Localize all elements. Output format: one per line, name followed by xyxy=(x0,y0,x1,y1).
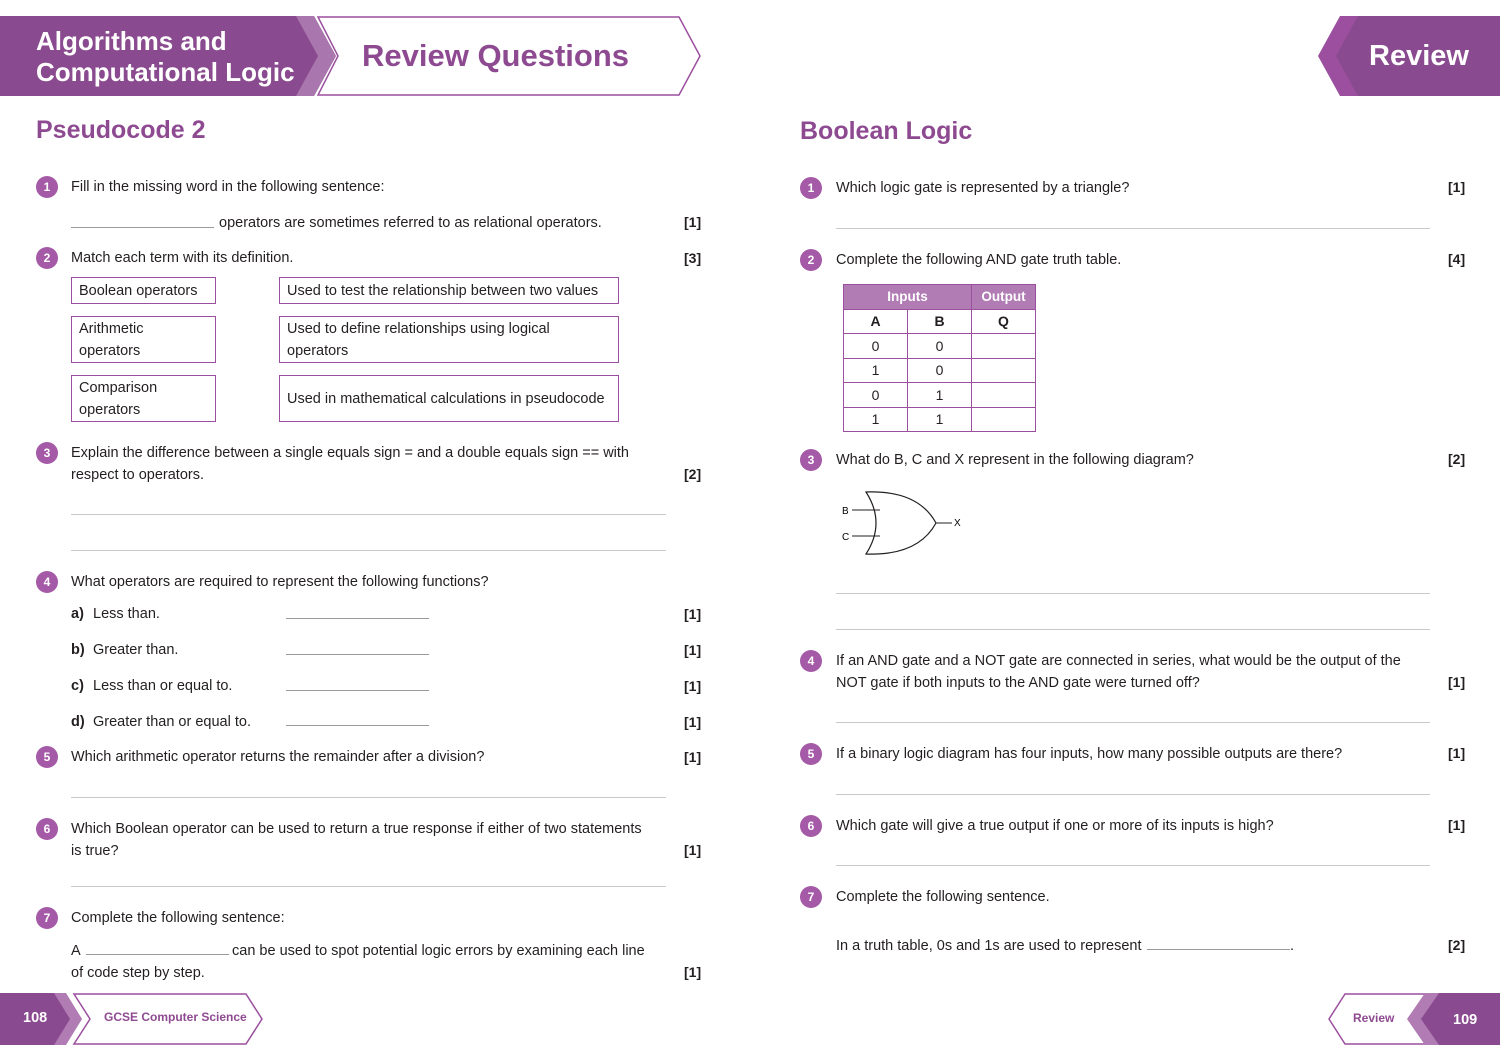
table-cell: 0 xyxy=(908,334,972,359)
question-text: is true? xyxy=(71,843,119,859)
or-gate-symbol xyxy=(866,492,936,554)
table-answer-cell[interactable] xyxy=(972,407,1036,432)
question-number: 7 xyxy=(800,886,822,908)
table-cell: 0 xyxy=(908,358,972,383)
table-cell: 1 xyxy=(908,383,972,408)
marks: [2] xyxy=(1448,451,1466,467)
match-term[interactable]: Arithmetic operators xyxy=(71,316,216,363)
question-text: What do B, C and X represent in the following diagram? xyxy=(836,452,1194,468)
marks: [1] xyxy=(684,749,702,765)
marks: [1] xyxy=(684,678,702,694)
question-text: NOT gate if both inputs to the AND gate were turned off? xyxy=(836,675,1200,691)
answer-line[interactable] xyxy=(836,228,1430,229)
section-title-pseudocode: Pseudocode 2 xyxy=(36,116,206,144)
question-text: Complete the following sentence: xyxy=(71,910,285,926)
table-row xyxy=(844,407,1036,432)
marks: [3] xyxy=(684,250,702,266)
table-cell: 0 xyxy=(844,383,908,408)
review-badge: Review xyxy=(1369,40,1469,72)
sub-question: a) Less than. xyxy=(71,606,160,622)
answer-line[interactable] xyxy=(71,797,666,798)
match-definition[interactable]: Used to define relationships using logical operators xyxy=(279,316,619,363)
sentence-end: . xyxy=(1290,938,1295,954)
answer-line[interactable] xyxy=(71,550,666,551)
label-c: C xyxy=(842,532,850,543)
page-header-title: Review Questions xyxy=(362,38,630,73)
question-number: 3 xyxy=(36,442,58,464)
question-number: 2 xyxy=(36,247,58,269)
table-cell: 0 xyxy=(844,334,908,359)
marks: [1] xyxy=(1448,745,1466,761)
table-cell: 1 xyxy=(908,407,972,432)
question-text: can be used to spot potential logic errors by examining each line xyxy=(232,943,645,959)
answer-blank[interactable] xyxy=(286,618,429,619)
answer-line[interactable] xyxy=(836,593,1430,594)
question-text: Which logic gate is represented by a triangle? xyxy=(836,180,1130,196)
marks: [1] xyxy=(684,214,702,230)
sub-question: d) Greater than or equal to. xyxy=(71,714,251,730)
page-number-right: 109 xyxy=(1453,1012,1478,1028)
answer-blank[interactable] xyxy=(71,227,214,228)
question-text: Explain the difference between a single equals sign = and a double equals sign == with xyxy=(71,445,629,461)
question-number: 5 xyxy=(36,746,58,768)
section-title-boolean: Boolean Logic xyxy=(800,117,973,145)
question-text: A xyxy=(71,943,81,959)
marks: [1] xyxy=(684,714,702,730)
question-text: Fill in the missing word in the following sentence: xyxy=(71,179,385,195)
match-term[interactable]: Comparison operators xyxy=(71,375,216,422)
table-cell: 1 xyxy=(844,407,908,432)
question-text: of code step by step. xyxy=(71,965,205,981)
question-number: 6 xyxy=(800,815,822,837)
marks: [2] xyxy=(1448,937,1466,953)
marks: [1] xyxy=(684,606,702,622)
question-text: respect to operators. xyxy=(71,467,204,483)
table-header-output: Output xyxy=(972,285,1036,310)
label-b: B xyxy=(842,506,849,517)
match-definition[interactable]: Used in mathematical calculations in pseudocode xyxy=(279,375,619,422)
marks: [1] xyxy=(1448,179,1466,195)
marks: [1] xyxy=(684,842,702,858)
table-answer-cell[interactable] xyxy=(972,358,1036,383)
table-col-b: B xyxy=(908,309,972,334)
question-text: Match each term with its definition. xyxy=(71,250,294,266)
marks: [2] xyxy=(684,466,702,482)
question-number: 3 xyxy=(800,449,822,471)
or-gate-diagram xyxy=(836,486,976,562)
question-number: 1 xyxy=(36,176,58,198)
question-number: 7 xyxy=(36,907,58,929)
sub-question: b) Greater than. xyxy=(71,642,179,658)
question-number: 4 xyxy=(36,571,58,593)
table-header-inputs: Inputs xyxy=(844,285,972,310)
answer-line[interactable] xyxy=(836,629,1430,630)
truth-table xyxy=(843,284,1036,432)
page-number-left: 108 xyxy=(23,1010,48,1026)
question-number: 2 xyxy=(800,249,822,271)
table-row xyxy=(844,334,1036,359)
answer-blank[interactable] xyxy=(86,954,229,955)
marks: [1] xyxy=(684,642,702,658)
match-term[interactable]: Boolean operators xyxy=(71,277,216,304)
marks: [4] xyxy=(1448,251,1466,267)
answer-blank[interactable] xyxy=(1147,949,1290,950)
table-row xyxy=(844,358,1036,383)
answer-line[interactable] xyxy=(836,794,1430,795)
question-text: Which arithmetic operator returns the remainder after a division? xyxy=(71,749,485,765)
question-number: 6 xyxy=(36,818,58,840)
book-title: GCSE Computer Science xyxy=(104,1010,247,1024)
table-col-q: Q xyxy=(972,309,1036,334)
match-definition[interactable]: Used to test the relationship between two values xyxy=(279,277,619,304)
marks: [1] xyxy=(1448,674,1466,690)
answer-line[interactable] xyxy=(836,722,1430,723)
question-number: 4 xyxy=(800,650,822,672)
table-answer-cell[interactable] xyxy=(972,383,1036,408)
question-number: 5 xyxy=(800,743,822,765)
question-text: Complete the following AND gate truth table. xyxy=(836,252,1122,268)
table-row xyxy=(844,383,1036,408)
question-text: Which Boolean operator can be used to return a true response if either of two statements xyxy=(71,821,642,837)
table-cell: 1 xyxy=(844,358,908,383)
question-text: Which gate will give a true output if one or more of its inputs is high? xyxy=(836,818,1274,834)
question-text: If an AND gate and a NOT gate are connected in series, what would be the output of the xyxy=(836,653,1401,669)
chapter-title: Algorithms and Computational Logic xyxy=(36,26,295,87)
answer-line[interactable] xyxy=(836,865,1430,866)
answer-blank[interactable] xyxy=(286,725,429,726)
table-col-a: A xyxy=(844,309,908,334)
marks: [1] xyxy=(684,964,702,980)
answer-blank[interactable] xyxy=(286,690,429,691)
answer-line[interactable] xyxy=(71,514,666,515)
question-text: If a binary logic diagram has four inputs, how many possible outputs are there? xyxy=(836,746,1343,762)
label-x: X xyxy=(954,518,961,529)
marks: [1] xyxy=(1448,817,1466,833)
question-text: In a truth table, 0s and 1s are used to represent xyxy=(836,938,1142,954)
answer-line[interactable] xyxy=(71,886,666,887)
question-text: Complete the following sentence. xyxy=(836,889,1050,905)
question-text: operators are sometimes referred to as relational operators. xyxy=(219,215,602,231)
footer-review-label: Review xyxy=(1353,1011,1395,1025)
answer-blank[interactable] xyxy=(286,654,429,655)
question-text: What operators are required to represent the following functions? xyxy=(71,574,489,590)
table-answer-cell[interactable] xyxy=(972,334,1036,359)
sub-question: c) Less than or equal to. xyxy=(71,678,233,694)
question-number: 1 xyxy=(800,177,822,199)
